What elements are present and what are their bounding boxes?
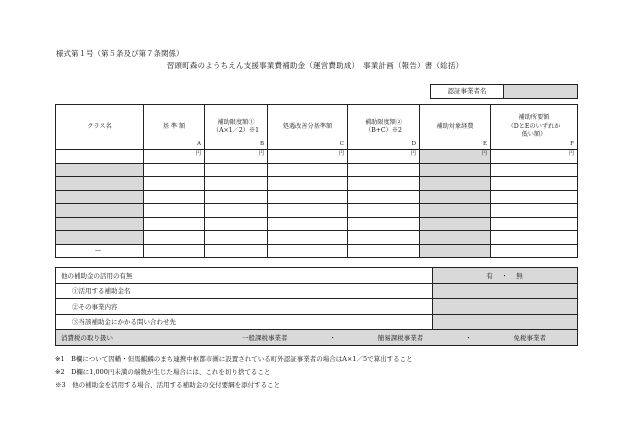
subsidy-contact-field[interactable] (433, 314, 578, 330)
amount-cell[interactable] (205, 204, 268, 218)
amount-cell[interactable] (420, 204, 491, 218)
column-header-improvement (268, 105, 348, 150)
other-subsidy-row (56, 268, 578, 284)
tax-option-simplified[interactable]: 簡易課税事業者 (377, 333, 424, 342)
amount-cell[interactable] (348, 163, 420, 177)
class-name-cell[interactable] (56, 177, 144, 191)
amount-cell[interactable] (205, 177, 268, 191)
subsidy-content-label: ②その事業内容 (56, 299, 433, 315)
amount-cell[interactable] (268, 217, 348, 231)
amount-cell[interactable] (205, 231, 268, 245)
subsidy-contact-row (56, 314, 578, 330)
class-name-cell[interactable] (56, 217, 144, 231)
column-header-expense (420, 105, 491, 150)
table-row (56, 150, 578, 164)
amount-cell[interactable] (420, 163, 491, 177)
amount-cell[interactable] (491, 217, 578, 231)
amount-cell[interactable] (205, 217, 268, 231)
class-name-cell[interactable] (56, 150, 144, 164)
table-row (56, 177, 578, 191)
consumption-tax-cell (56, 330, 578, 346)
subsidy-contact-label: ③当該補助金にかかる問い合わせ先 (56, 314, 433, 330)
tax-separator: ・ (329, 333, 336, 342)
business-name-box (430, 84, 578, 99)
class-name-cell[interactable] (56, 190, 144, 204)
tax-option-exempt[interactable]: 免税事業者 (513, 333, 546, 342)
amount-cell[interactable] (491, 190, 578, 204)
column-label: 補助対象経費 (436, 122, 474, 130)
amount-cell[interactable] (205, 163, 268, 177)
amount-cell[interactable] (144, 217, 205, 231)
amount-cell[interactable] (268, 231, 348, 245)
amount-cell[interactable] (420, 217, 491, 231)
column-header-limit1 (205, 105, 268, 150)
tax-separator: ・ (465, 333, 472, 342)
subsidy-name-field[interactable] (433, 283, 578, 299)
subsidy-content-row (56, 299, 578, 315)
amount-cell[interactable] (144, 163, 205, 177)
amount-cell[interactable] (205, 190, 268, 204)
other-subsidy-label: 他の補助金の活用の有無 (56, 268, 433, 284)
amount-cell[interactable]: 円 (144, 150, 205, 164)
column-letter: D (411, 140, 416, 147)
column-label: 基 準 額 (162, 122, 186, 130)
consumption-tax-row (56, 330, 578, 346)
column-header-required (491, 105, 578, 150)
column-letter: A (197, 140, 201, 147)
amount-cell[interactable] (348, 217, 420, 231)
amount-cell[interactable] (491, 204, 578, 218)
class-name-cell[interactable] (56, 163, 144, 177)
page-title: 習頭町森のようちえん支援事業費補助金（運営費助成） 事業計画（報告）書（総括） (166, 61, 464, 70)
amount-cell[interactable]: 円 (205, 150, 268, 164)
business-name-field[interactable] (504, 85, 577, 98)
column-header-limit2 (348, 105, 420, 150)
subsidy-name-label: ①活用する補助金名 (56, 283, 433, 299)
amount-cell[interactable] (420, 244, 491, 258)
amount-cell[interactable] (420, 177, 491, 191)
amount-cell[interactable] (491, 163, 578, 177)
amount-cell[interactable] (491, 177, 578, 191)
amount-cell[interactable]: 円 (491, 150, 578, 164)
table-row (56, 204, 578, 218)
column-label: 補助所要額 （DとEのいずれか 低い額） (507, 114, 561, 139)
total-row (56, 244, 578, 258)
amount-cell[interactable] (491, 231, 578, 245)
column-header-class (56, 105, 144, 150)
amount-cell[interactable]: 円 (420, 150, 491, 164)
notes (55, 353, 413, 392)
amount-cell[interactable] (348, 190, 420, 204)
amount-cell[interactable] (348, 244, 420, 258)
other-subsidy-choice[interactable]: 有 ・ 無 (433, 268, 578, 284)
column-label: クラス名 (87, 122, 112, 130)
form-number: 様式第１号（第５条及び第７条関係） (56, 49, 184, 58)
amount-cell[interactable] (420, 190, 491, 204)
consumption-tax-options (221, 333, 577, 342)
column-header-base (144, 105, 205, 150)
amount-cell[interactable] (348, 204, 420, 218)
amount-cell[interactable] (268, 204, 348, 218)
table-row (56, 190, 578, 204)
column-label: 処遇改善分基準額 (282, 122, 333, 130)
plan-table (55, 104, 578, 258)
note-3: ※3 他の補助金を活用する場合、活用する補助金の交付要綱を添付すること (55, 381, 281, 389)
total-label: — (56, 244, 144, 258)
amount-cell[interactable] (268, 177, 348, 191)
amount-cell[interactable] (348, 177, 420, 191)
amount-cell[interactable] (491, 244, 578, 258)
table-row (56, 163, 578, 177)
table-row (56, 231, 578, 245)
tax-option-general[interactable]: 一般課税事業者 (241, 333, 288, 342)
other-subsidy-table (55, 267, 578, 346)
amount-cell[interactable] (144, 190, 205, 204)
column-letter: F (570, 140, 574, 147)
note-2: ※2 D欄に1,000円未満の端数が生じた場合には、これを切り捨てること (55, 368, 271, 376)
amount-cell[interactable] (348, 231, 420, 245)
amount-cell[interactable] (144, 177, 205, 191)
amount-cell[interactable] (144, 231, 205, 245)
note-1: ※1 B欄について因幡・但馬麒麟のまち連携中枢都市圏に設置されている町外認証事業者の場合はA×1／5で算出すること (55, 355, 413, 363)
column-label: 補助限度額① （A×1／2）※1 (212, 118, 260, 134)
amount-cell[interactable]: 円 (268, 150, 348, 164)
class-name-cell[interactable] (56, 231, 144, 245)
class-name-cell[interactable] (56, 204, 144, 218)
column-letter: C (339, 140, 344, 147)
column-label: 補助限度額② （B+C）※2 (364, 118, 403, 134)
subsidy-content-field[interactable] (433, 299, 578, 315)
column-letter: B (259, 140, 264, 147)
amount-cell[interactable]: 円 (348, 150, 420, 164)
amount-cell[interactable] (144, 204, 205, 218)
business-name-label: 認証事業者名 (431, 85, 504, 98)
amount-cell[interactable] (205, 244, 268, 258)
amount-cell[interactable] (268, 190, 348, 204)
amount-cell[interactable] (268, 163, 348, 177)
column-letter: E (482, 140, 487, 147)
amount-cell[interactable] (420, 231, 491, 245)
consumption-tax-label: 消費税の取り扱い (61, 333, 113, 342)
subsidy-name-row (56, 283, 578, 299)
amount-cell[interactable] (144, 244, 205, 258)
header-row (56, 105, 578, 150)
amount-cell[interactable] (268, 244, 348, 258)
table-row (56, 217, 578, 231)
